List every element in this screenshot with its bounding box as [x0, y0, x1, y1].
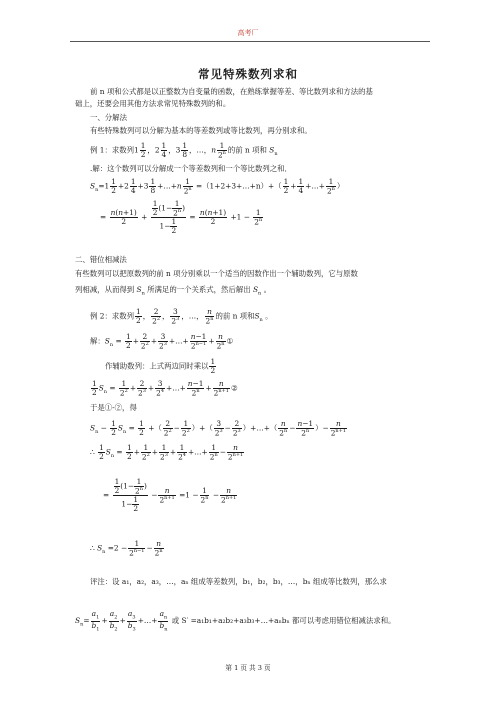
example2-aux: 作辅助数列：上式两边同时乘以 $\frac{1}{2}$: [105, 357, 216, 375]
section2-heading: 二、错位相减法: [75, 255, 127, 264]
header-rule: [70, 41, 430, 42]
section1-heading: 一、分解法: [90, 113, 127, 122]
example2-eq5: = $\frac{1}{2}$ (1− $\frac{1}{2^n}$ ) 1− $\frac{1}{2}$ − $\frac{n}{2^{n+1}}$ =1 − $\frac{1}{2^n}$ − $\frac{n}{2^{n+1}}$: [103, 477, 237, 513]
example2-eq6: ∴ $S_n =2$ − $\frac{1}{2^{n-1}}$ − $\frac{n}{2^n}$: [90, 539, 163, 558]
example2-eq4: ∴ $\frac{1}{2}$ $S_n$ = $\frac{1}{2}$ + $\frac{1}{2^2}$ + $\frac{1}{2^3}$ + $\frac{1}{2^4}$ +…+ $\frac{1}{2^n}$ − $\frac{n}{2^{n+1}}$: [90, 443, 244, 462]
intro-line-2: 础上，还要会用其他方法求常见特殊数列的和。: [75, 99, 231, 108]
page-header: 高考厂: [237, 29, 259, 37]
example1-text: 例 1：求数列1 $\frac{1}{2}$ ，2 $\frac{1}{4}$ ，3 $\frac{1}{8}$ ，…，n $\frac{1}{2^n}$ 的前 n 项和 $S_n$: [90, 141, 278, 160]
solution1-text: .解：这个数列可以分解成一个等差数列和一个等比数列之和．: [90, 164, 292, 173]
comment-line-1: 评注：设 a₁，a₂，a₃，…，aₙ 组成等差数列，b₁，b₂，b₃，…，bₙ 组成等比数列，那么求: [90, 577, 387, 586]
example2-eq3: $S_n$ − $\frac{1}{2}$ $S_n$ = $\frac{1}{2}$ +（ $\frac{2}{2^2}$ − $\frac{1}{2^2}$ ）+（ $\frac{3}{2^3}$ − $\frac{2}{2^3}$ ）+…+（ $\frac{n}{2^n}$ − $\frac{n-1}{2^n}$ ）− $\frac{n}{2^{n+1}}$: [90, 419, 346, 438]
section2-desc-1: 有些数列可以把原数列的前 n 项分别乘以一个适当的因数作出一个辅助数列，它与原数: [75, 269, 358, 278]
example2-text: 例 2：求数列 $\frac{1}{2}$ ， $\frac{2}{2^2}$ ， $\frac{3}{2^3}$ ，…， $\frac{n}{2^n}$ 的前 n 项和$S_n$ 。: [90, 307, 273, 326]
section2-desc-2: 列相减，从而得到 $S_n$ 所满足的一个关系式，然后解出 $S_n$ 。: [75, 285, 272, 297]
solution1-line1: $S_n=1$ $\frac{1}{2}$ +2 $\frac{1}{4}$ +3 $\frac{1}{8}$ +…+n $\frac{1}{2^n}$ =（1+2+3+…+n）+（ $\frac{1}{2}$ + $\frac{1}{4}$ +…+ $\frac{1}{2^n}$ ）: [90, 177, 345, 196]
comment-line-2: $S_n=$ $\frac{a_1}{b_1}$ + $\frac{a_2}{b_2}$ + $\frac{a_3}{b_3}$ +…+ $\frac{a_n}{b_n}$ 或 S′ =a₁b₁+a₂b₂+a₃b₃+…+aₙbₙ 都可以考虑用错位相减法求和。: [75, 609, 396, 633]
example2-diff-text: 于是①-②，得: [90, 403, 137, 412]
example2-eq1: 解：$S_n$ = $\frac{1}{2}$ + $\frac{2}{2^2}$ + $\frac{3}{2^3}$ +…+ $\frac{n-1}{2^{n-1}}$ + $\frac{n}{2^n}$ ①: [90, 332, 234, 351]
page-footer: 第 1 页 共 3 页: [225, 664, 271, 672]
section1-desc: 有些特殊数列可以分解为基本的等差数列或等比数列，再分别求和。: [90, 126, 312, 135]
example2-eq2: $\frac{1}{2}$ $S_n$ = $\frac{1}{2^2}$ + $\frac{2}{2^3}$ + $\frac{3}{2^4}$ +…+ $\frac{n-1}{2^n}$ + $\frac{n}{2^{n+1}}$ ②: [92, 379, 238, 398]
intro-line-1: 前 n 项和公式都是以正整数为自变量的函数，在熟练掌握等差、等比数列求和方法的基: [90, 87, 373, 96]
page-title: 常见特殊数列求和: [198, 67, 298, 81]
solution1-line2: = $\frac{n(n+1)}{2}$ + $\frac{1}{2}$ (1− $\frac{1}{2^n}$ ) 1− $\frac{1}{2}$ = $\frac{n(n+1)}{2}$ +1 − $\frac{1}{2^n}$: [100, 199, 263, 235]
